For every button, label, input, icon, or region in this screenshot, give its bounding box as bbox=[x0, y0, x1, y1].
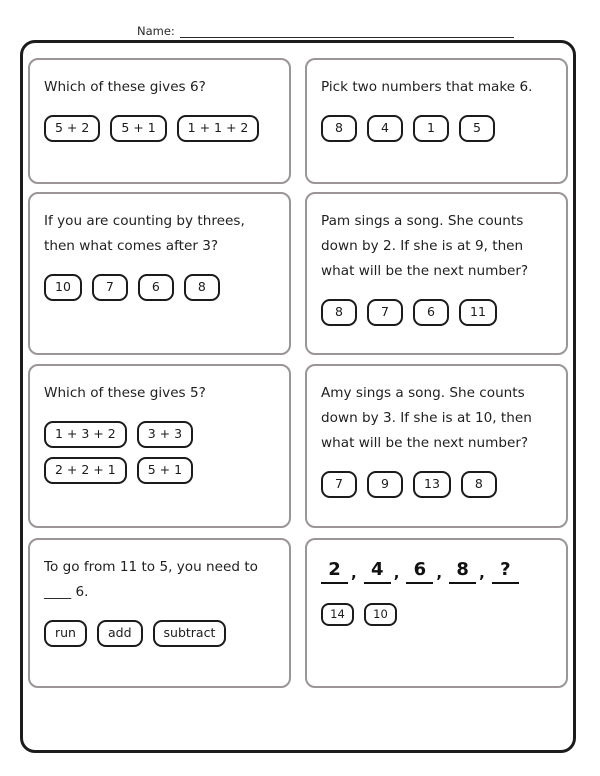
sequence-comma: , bbox=[436, 564, 443, 582]
choices-row bbox=[321, 603, 554, 626]
question-card-2 bbox=[305, 58, 568, 184]
name-row bbox=[137, 24, 514, 38]
sequence-term: 2 bbox=[321, 559, 348, 584]
sequence-term: 8 bbox=[449, 559, 476, 584]
choice-button[interactable]: 8 bbox=[461, 471, 497, 498]
question-card-4 bbox=[305, 192, 568, 355]
question-prompt: Pam sings a song. She counts down by 2. If she is at 9, then what will be the next number? bbox=[321, 213, 529, 279]
sequence-comma: , bbox=[479, 564, 485, 582]
choice-button[interactable]: 5 bbox=[459, 115, 495, 142]
question-card-7 bbox=[28, 538, 291, 688]
choice-button[interactable]: 11 bbox=[459, 299, 497, 326]
question-prompt: Which of these gives 5? bbox=[44, 385, 206, 401]
sequence-comma: , bbox=[351, 564, 357, 582]
choice-button[interactable]: 1 + 1 + 2 bbox=[177, 115, 260, 142]
sequence-comma: , bbox=[393, 564, 400, 582]
name-label: Name: bbox=[137, 24, 175, 38]
choice-button[interactable]: 8 bbox=[184, 274, 220, 301]
choice-button[interactable]: run bbox=[44, 620, 87, 647]
name-input-line[interactable] bbox=[180, 25, 514, 38]
choice-button[interactable]: 4 bbox=[367, 115, 403, 142]
choices-row bbox=[321, 471, 554, 498]
question-card-3 bbox=[28, 192, 291, 355]
choices-row bbox=[321, 299, 554, 326]
choices-row bbox=[44, 115, 277, 142]
choice-button[interactable]: 5 + 1 bbox=[110, 115, 166, 142]
choice-button[interactable]: 7 bbox=[92, 274, 128, 301]
question-card-6 bbox=[305, 364, 568, 528]
choice-button[interactable]: add bbox=[97, 620, 143, 647]
sequence-term: 4 bbox=[364, 559, 391, 584]
choices-row bbox=[44, 274, 277, 301]
choice-button[interactable]: 10 bbox=[364, 603, 397, 626]
choice-button[interactable]: 13 bbox=[413, 471, 451, 498]
question-prompt: Which of these gives 6? bbox=[44, 79, 206, 95]
question-card-1 bbox=[28, 58, 291, 184]
choice-button[interactable]: 1 + 3 + 2 bbox=[44, 421, 127, 448]
sequence-term: 6 bbox=[406, 559, 433, 584]
choice-button[interactable]: 3 + 3 bbox=[137, 421, 193, 448]
choices-row bbox=[44, 421, 277, 484]
choice-button[interactable]: 6 bbox=[138, 274, 174, 301]
choice-button[interactable]: 5 + 1 bbox=[137, 457, 193, 484]
choice-button[interactable]: 7 bbox=[367, 299, 403, 326]
choices-row bbox=[44, 620, 277, 647]
question-card-5 bbox=[28, 364, 291, 528]
choice-button[interactable]: 14 bbox=[321, 603, 354, 626]
choice-button[interactable]: 10 bbox=[44, 274, 82, 301]
choice-button[interactable]: 8 bbox=[321, 299, 357, 326]
choice-button[interactable]: 7 bbox=[321, 471, 357, 498]
choice-button[interactable]: 6 bbox=[413, 299, 449, 326]
choice-button[interactable]: 1 bbox=[413, 115, 449, 142]
question-card-8 bbox=[305, 538, 568, 688]
choice-button[interactable]: subtract bbox=[153, 620, 227, 647]
number-sequence bbox=[321, 559, 554, 584]
question-prompt: Amy sings a song. She counts down by 3. If she is at 10, then what will be the next number? bbox=[321, 385, 532, 451]
choice-button[interactable]: 9 bbox=[367, 471, 403, 498]
sequence-term: ? bbox=[492, 559, 519, 584]
choice-button[interactable]: 2 + 2 + 1 bbox=[44, 457, 127, 484]
choices-row bbox=[321, 115, 554, 142]
question-prompt: If you are counting by threes, then what comes after 3? bbox=[44, 213, 245, 254]
choice-button[interactable]: 5 + 2 bbox=[44, 115, 100, 142]
choice-button[interactable]: 8 bbox=[321, 115, 357, 142]
question-prompt: Pick two numbers that make 6. bbox=[321, 79, 533, 95]
question-prompt: To go from 11 to 5, you need to ____ 6. bbox=[44, 559, 258, 600]
